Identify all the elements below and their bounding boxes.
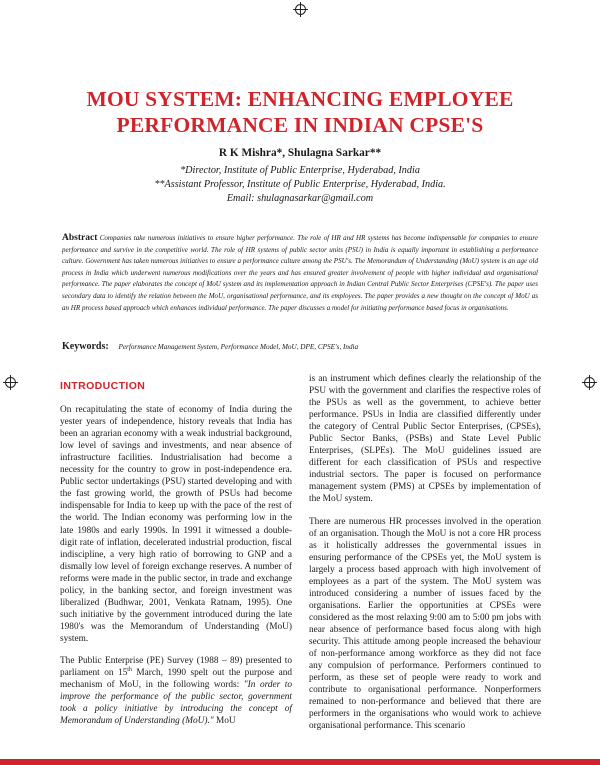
registration-mark-right [584,377,595,388]
intro-paragraph-1: On recapitulating the state of economy of India during the yester years of independence, history reveals that India has been an agrarian economy with a weak industrial background, low level of savings and investments, and near absence of infrastructure facilities. Industrialisation had become a necessity for the country to grow in post-independence era. Public sector undertakings (PSU) started developing and with the fast growing world, the growth of PSUs had become indispensable for India to keep up with the pace of the rest of the world. The Indian economy was performing low in the late 1980s and early 1990s. In 1991 it witnessed a double-digit rate of inflation, decelerated industrial production, fiscal indiscipline, a very high ratio of borrowing to GNP and a dismally low level of foreign exchange reserves. A number of reforms were made in the public sector, in trade and exchange policy, in the banking sector, and foreign investment was liberalized (Budhwar, 2001, Venkata Ratnam, 1995). One such initiative by the government introduced during the late 1980's was the Memorandum of Understanding (MoU) system. [60,405,292,644]
p2-mid: March, 1990 spelt out the purpose and mechanism of MoU, in the following words: [60,668,292,691]
intro-paragraph-2 [60,655,292,727]
authors: R K Mishra*, Shulagna Sarkar** [218,147,382,159]
right-paragraph-1: is an instrument which defines clearly the relationship of the PSU with the government and clarifies the respective roles of the PSUs as well as the government, to achieve better performance. PSUs in India are classified differently under the category of Central Public Sector Enterprises, (CPSEs), Public Sector Banks, (PSBs) and State Level Public Enterprises, (SLPEs). The MoU guidelines issued are different for each classification of PSUs and respective industrial sectors. The paper is focused on performance management system (PMS) at CPSEs by implementation of the MoU system. [309,374,541,505]
section-heading-introduction: INTRODUCTION [60,380,146,392]
affiliation-1: *Director, Institute of Public Enterprise, Hyderabad, India [180,165,420,176]
keywords [62,341,538,352]
affiliations [0,164,600,206]
paper-title: MOU SYSTEM: ENHANCING EMPLOYEE PERFORMANCE IN INDIAN CPSE'S [86,87,514,137]
keywords-label: Keywords: [62,341,109,352]
abstract-label: Abstract [62,233,98,243]
p2-start: The Public Enterprise (PE) Survey (1988 – 89) presented to parliament on 15 [60,655,292,679]
p2-quote: "In order to improve the performance of the public sector, government took a policy initiative by introducing the concept of Memorandum of Understanding (MoU)." [60,680,293,727]
right-column [309,373,541,742]
right-paragraph-2: There are numerous HR processes involved in the operation of an organisation. Though the MoU is not a core HR process as it holistically addresses the governmental issues in ensuring performance of the CPSEs yet, the MoU system is largely a process based approach with high involvement of employees as a part of the system. The MoU system was introduced considering a number of issues faced by the organisations. Earlier the opportunities at CPSEs were considered as the most relaxing 9:00 am to 5:00 pm jobs with near absence of performance based focus along with high security. This attitude among people increased the behaviour of non-performance among workforce as they did not face any compulsion of performance. Performers continued to perform, as these set of people were ready to work and contribute to organisational performance. Nonperformers remained to non-performance and believed that there are performers in the organisations who would work to achieve organisational performance. This scenario [309,516,541,732]
p2-superscript: th [127,666,132,673]
p2-end: MoU [213,716,236,727]
registration-mark-left [5,377,16,388]
abstract-text: Companies take numerous initiatives to ensure higher performance. The role of HR and HR systems has become indispensable for companies to ensure performance and survive in the competitive world. The role of HR systems of public sector units (PSU) in India is equally important in establishing a performance culture. Government has taken numerous initiatives to ensure a performance culture among the PSU's. The Memorandum of Understanding (MoU) system is an age old process in India which underwent numerous modifications over the years and has ensured greater involvement of people with higher individual and organisational performance. The paper elaborates the concept of MoU system and its implementation approach in Indian Central Public Sector Enterprises (CPSE's). The paper uses secondary data to identify the relation between the MoU, organisational performance, and its employees. The paper provides a new thought on the concept of MoU as an HR process based approach which enhances individual performance. The paper discusses a model for initiating performance based focus in organisations. [62,234,539,312]
left-column [60,380,292,737]
keywords-text: Performance Management System, Performance Model, MoU, DPE, CPSE's, India [118,343,359,351]
registration-mark-top [295,4,306,15]
footer-red-band [0,759,600,765]
affiliation-2: **Assistant Professor, Institute of Public Enterprise, Hyderabad, India. [154,179,446,190]
author-email: Email: shulagnasarkar@gmail.com [226,193,374,204]
abstract [62,233,538,314]
